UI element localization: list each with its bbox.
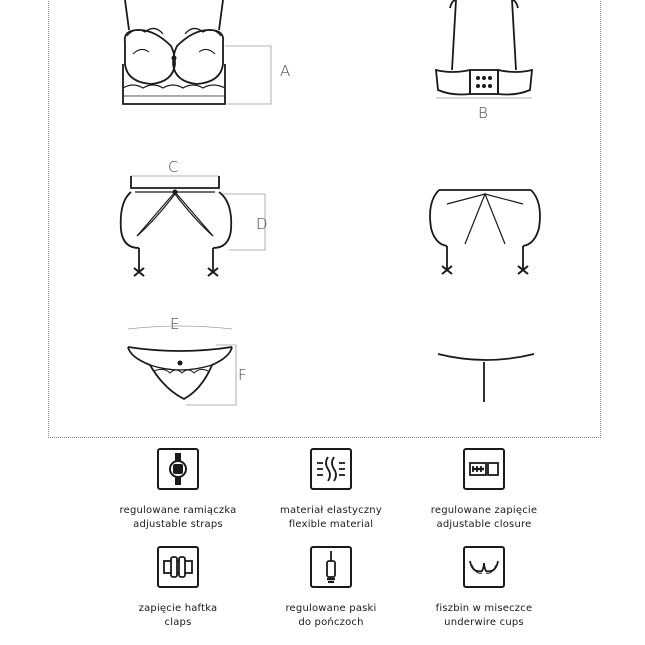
feature-clasp [93, 546, 263, 630]
feature-adjustable-straps [93, 448, 263, 532]
elastic-material-icon [310, 448, 352, 490]
feature-label-en: underwire cups [444, 617, 524, 628]
feature-adjustable-closure [399, 448, 569, 532]
feature-label-en: do pończoch [298, 617, 364, 628]
garter-belt-back-drawing [425, 188, 545, 288]
feature-label-pl: regulowane paski [285, 603, 377, 614]
measure-label-f: F [238, 366, 247, 384]
hook-closure-icon [463, 448, 505, 490]
measure-label-e: E [170, 315, 180, 333]
garter-strap-icon [310, 546, 352, 588]
feature-label-pl: zapięcie haftka [138, 603, 218, 614]
feature-label-pl: regulowane ramiączka [119, 505, 237, 516]
feature-label-en: adjustable closure [436, 519, 532, 530]
measure-label-d: D [256, 215, 268, 233]
feature-label-pl: regulowane zapięcie [430, 505, 538, 516]
feature-label-en: claps [164, 617, 192, 628]
clasp-icon [157, 546, 199, 588]
bra-back-drawing [432, 0, 537, 100]
feature-label-pl: fiszbin w miseczce [435, 603, 533, 614]
garter-belt-front-drawing [115, 172, 275, 290]
feature-garter-straps [246, 546, 416, 630]
bra-front-drawing [115, 0, 275, 112]
feature-label-en: adjustable straps [133, 519, 223, 530]
thong-front-drawing [120, 325, 245, 415]
feature-icon-grid [0, 440, 645, 645]
adjustable-strap-icon [157, 448, 199, 490]
measure-label-b: B [478, 104, 488, 122]
underwire-cups-icon [463, 546, 505, 588]
feature-flexible-material [246, 448, 416, 532]
feature-label-pl: materiał elastyczny [280, 505, 382, 516]
feature-label-en: flexible material [288, 519, 374, 530]
measure-label-c: C [168, 158, 179, 176]
feature-underwire-cups [399, 546, 569, 630]
measure-label-a: A [280, 62, 291, 80]
thong-back-drawing [436, 348, 536, 408]
